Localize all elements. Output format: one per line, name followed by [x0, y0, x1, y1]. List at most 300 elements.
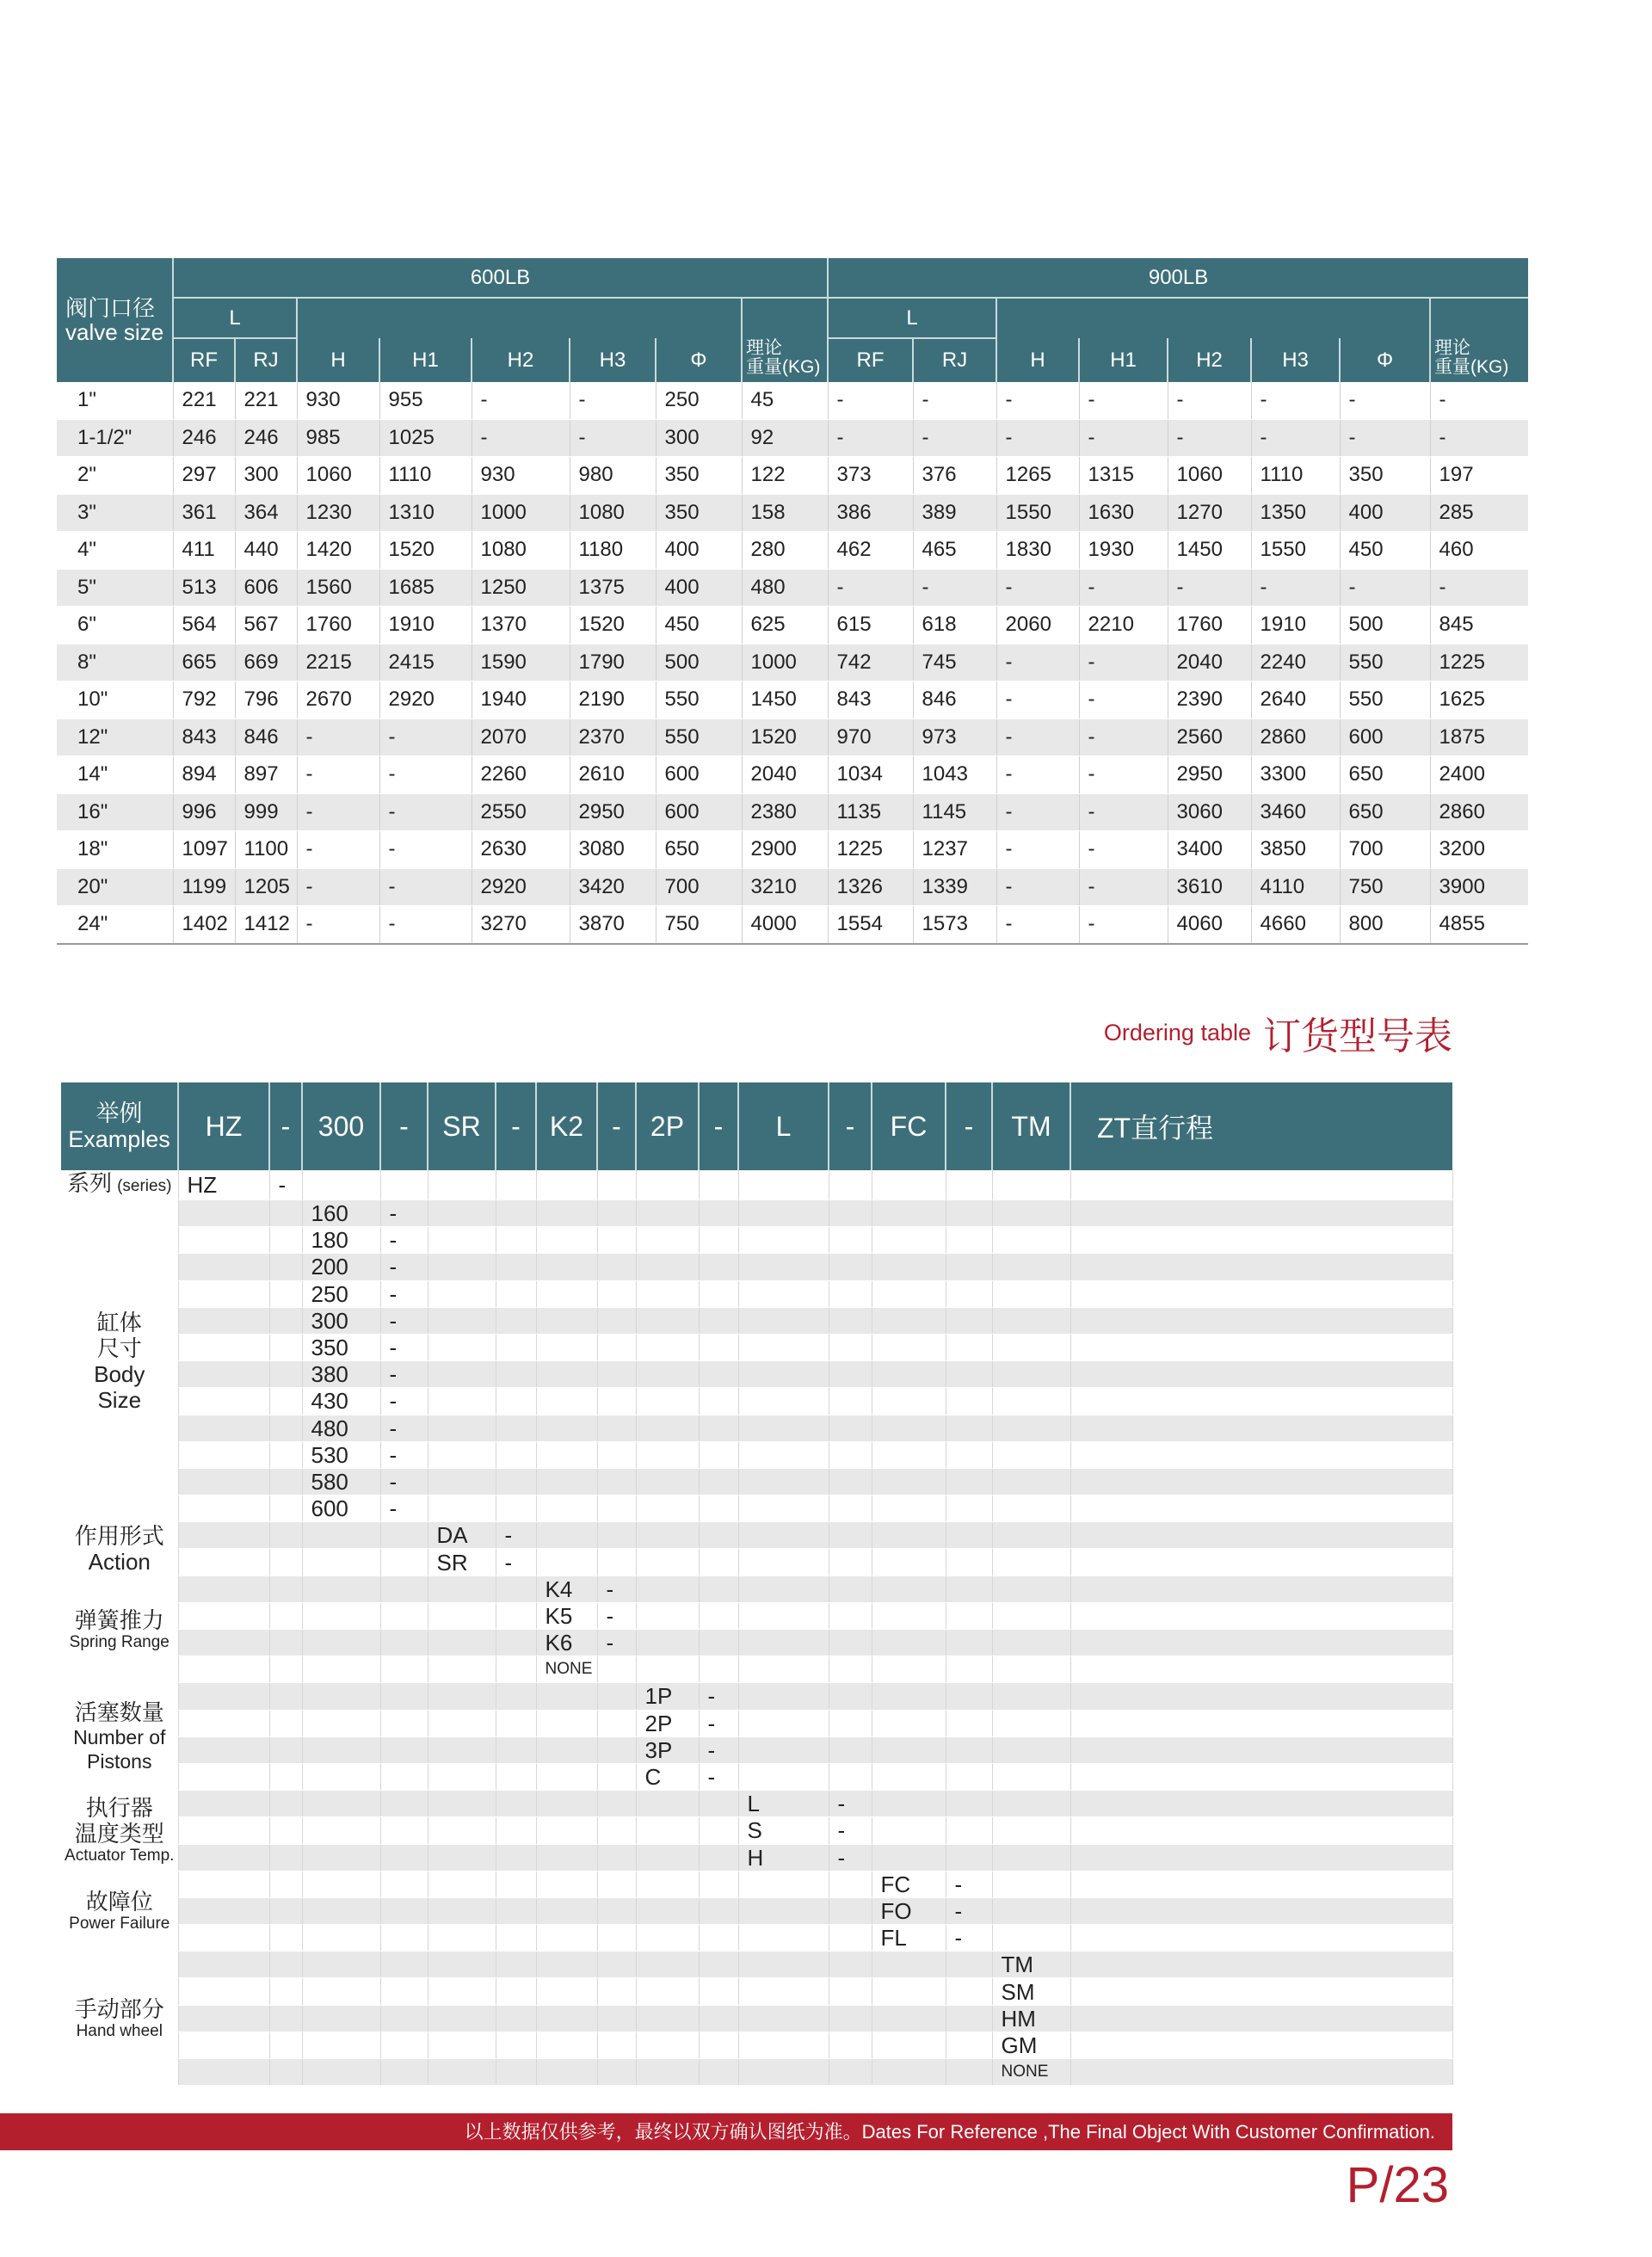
option-cell: [872, 1656, 946, 1683]
ordering-row: [61, 1952, 1452, 1978]
ordering-row: [61, 1925, 1452, 1952]
option-cell: [536, 1468, 597, 1495]
option-code: 580: [302, 1468, 380, 1495]
option-cell: [178, 1227, 269, 1254]
option-cell: [496, 1280, 536, 1307]
option-cell: [699, 2005, 738, 2032]
table-cell: 1940: [472, 681, 570, 719]
option-cell: [269, 1683, 302, 1710]
table-cell: -: [379, 868, 472, 906]
option-cell: [946, 1227, 992, 1254]
option-cell: [496, 1656, 536, 1683]
option-cell: [302, 1897, 380, 1924]
option-cell: [829, 1683, 872, 1710]
option-code: GM: [992, 2032, 1070, 2058]
option-cell: [428, 1576, 496, 1602]
option-cell: [178, 1254, 269, 1280]
valve-size-cell: 18": [57, 831, 173, 869]
table-cell: 4660: [1251, 906, 1340, 944]
option-cell: [597, 2032, 636, 2058]
group-label: 执行器 温度类型 Actuator Temp.: [61, 1791, 178, 1872]
table-cell: 1270: [1168, 494, 1251, 532]
table-cell: -: [828, 382, 913, 419]
option-dash: -: [380, 1200, 428, 1227]
option-cell: [496, 1978, 536, 2005]
ordering-title-cn: 订货型号表: [1263, 1015, 1452, 1058]
option-cell: [428, 1200, 496, 1227]
table-cell: 567: [235, 607, 297, 644]
table-cell: 1402: [173, 906, 235, 944]
table-cell: 350: [1340, 457, 1430, 495]
option-cell: [738, 1415, 829, 1441]
valve-size-cell: 3": [57, 494, 173, 532]
table-cell: 2040: [1168, 644, 1251, 681]
option-cell: [269, 1522, 302, 1549]
option-cell: [829, 1441, 872, 1468]
option-dash: -: [496, 1549, 536, 1576]
table-cell: 297: [173, 457, 235, 495]
table-cell: -: [1168, 382, 1251, 419]
option-cell: [946, 1468, 992, 1495]
option-cell: [946, 1576, 992, 1602]
option-cell: [269, 1307, 302, 1334]
ordering-row: [61, 1200, 1452, 1227]
option-cell: [636, 1334, 699, 1360]
table-cell: 3420: [570, 868, 656, 906]
option-cell: [829, 1978, 872, 2005]
table-cell: 550: [1340, 681, 1430, 719]
option-dash: -: [597, 1630, 636, 1656]
option-cell: [636, 1576, 699, 1602]
table-cell: 985: [297, 419, 379, 457]
table-cell: -: [1079, 793, 1168, 831]
table-cell: 930: [472, 457, 570, 495]
ordering-row: [61, 1844, 1452, 1871]
option-cell: [178, 1817, 269, 1844]
option-cell: [380, 2032, 428, 2058]
table-cell: 2190: [570, 681, 656, 719]
option-cell: [269, 1227, 302, 1254]
option-cell: [597, 1710, 636, 1736]
option-cell: [699, 1170, 738, 1200]
option-cell: [597, 1280, 636, 1307]
option-cell: [178, 1710, 269, 1736]
option-cell: [872, 1170, 946, 1200]
table-cell: 2215: [297, 644, 379, 681]
option-cell: [872, 1817, 946, 1844]
option-code: HZ: [178, 1170, 269, 1200]
option-code: NONE: [536, 1656, 597, 1683]
table-cell: 750: [656, 906, 742, 944]
option-cell: [428, 1307, 496, 1334]
option-cell: [699, 1844, 738, 1871]
option-cell: [1070, 1200, 1452, 1227]
option-cell: [597, 1522, 636, 1549]
phi-header: Φ: [656, 338, 742, 382]
option-cell: [428, 1280, 496, 1307]
option-cell: [269, 2059, 302, 2086]
option-cell: [496, 1227, 536, 1254]
option-dash: -: [496, 1522, 536, 1549]
option-cell: [269, 1468, 302, 1495]
table-cell: -: [1430, 569, 1528, 607]
valve-size-cell: 24": [57, 906, 173, 944]
option-cell: [496, 1763, 536, 1790]
option-cell: [536, 1844, 597, 1871]
option-cell: [992, 1871, 1070, 1897]
option-cell: [872, 1844, 946, 1871]
option-cell: [1070, 1441, 1452, 1468]
header-cell: -: [699, 1082, 738, 1170]
option-cell: [992, 1388, 1070, 1415]
option-cell: [597, 1170, 636, 1200]
table-cell: 2040: [742, 756, 828, 794]
option-cell: [496, 1817, 536, 1844]
option-cell: [380, 1897, 428, 1924]
group-label: 活塞数量 Number of Pistons: [61, 1683, 178, 1791]
ordering-row: [61, 1710, 1452, 1736]
group-label: 手动部分 Hand wheel: [61, 1952, 178, 2086]
ordering-row: [61, 1549, 1452, 1576]
option-cell: [597, 1736, 636, 1763]
option-cell: [1070, 1763, 1452, 1790]
ordering-row: [61, 2032, 1452, 2058]
option-cell: [992, 1441, 1070, 1468]
table-cell: 1060: [297, 457, 379, 495]
option-cell: [536, 1495, 597, 1522]
ordering-row: [61, 1388, 1452, 1415]
option-cell: [302, 1549, 380, 1576]
option-cell: [178, 1200, 269, 1227]
option-cell: [597, 1763, 636, 1790]
option-cell: [1070, 1495, 1452, 1522]
class-900-header: 900LB: [828, 258, 1528, 298]
table-row: [57, 868, 1528, 906]
option-cell: [428, 1495, 496, 1522]
table-row: [57, 718, 1528, 756]
table-cell: 2210: [1079, 607, 1168, 644]
table-cell: 2670: [297, 681, 379, 719]
option-cell: [428, 1415, 496, 1441]
table-cell: -: [1079, 569, 1168, 607]
ordering-row: [61, 2005, 1452, 2032]
option-cell: [872, 1200, 946, 1227]
option-cell: [872, 1334, 946, 1360]
table-cell: 3060: [1168, 793, 1251, 831]
option-cell: [302, 1925, 380, 1952]
option-cell: [738, 2059, 829, 2086]
option-cell: [699, 1576, 738, 1602]
table-cell: -: [1251, 382, 1340, 419]
table-cell: 650: [656, 831, 742, 869]
option-dash: [1070, 1952, 1452, 1978]
option-cell: [269, 1791, 302, 1817]
table-cell: 1450: [742, 681, 828, 719]
option-cell: [946, 1683, 992, 1710]
option-cell: [380, 2005, 428, 2032]
option-cell: [178, 2005, 269, 2032]
table-cell: 1520: [570, 607, 656, 644]
option-cell: [699, 1495, 738, 1522]
table-cell: 650: [1340, 756, 1430, 794]
option-cell: [829, 1736, 872, 1763]
table-row: [57, 532, 1528, 570]
table-cell: 3460: [1251, 793, 1340, 831]
table-cell: 1135: [828, 793, 913, 831]
table-cell: 1550: [1251, 532, 1340, 570]
table-cell: -: [1430, 382, 1528, 419]
table-cell: 1205: [235, 868, 297, 906]
option-code: 430: [302, 1388, 380, 1415]
footer-note-bar: 以上数据仅供参考，最终以双方确认图纸为准。Dates For Reference ,The Final Object With Customer Confirmation.: [0, 2113, 1452, 2150]
option-cell: [178, 1978, 269, 2005]
option-cell: [992, 1361, 1070, 1388]
option-cell: [536, 2059, 597, 2086]
option-cell: [636, 1952, 699, 1978]
table-cell: 550: [656, 681, 742, 719]
table-cell: 1630: [1079, 494, 1168, 532]
table-cell: 1097: [173, 831, 235, 869]
table-cell: 4855: [1430, 906, 1528, 944]
option-cell: [992, 1468, 1070, 1495]
table-cell: -: [472, 419, 570, 457]
option-cell: [738, 1736, 829, 1763]
option-cell: [178, 1952, 269, 1978]
table-cell: 2380: [742, 793, 828, 831]
option-cell: [428, 1227, 496, 1254]
table-cell: 1520: [742, 718, 828, 756]
valve-size-header: 阀门口径 valve size: [57, 258, 173, 382]
option-cell: [872, 1307, 946, 1334]
table-row: [57, 831, 1528, 869]
table-row: [57, 756, 1528, 794]
table-cell: 2240: [1251, 644, 1340, 681]
option-cell: [597, 1254, 636, 1280]
option-cell: [380, 1952, 428, 1978]
option-cell: [829, 1495, 872, 1522]
option-code: 600: [302, 1495, 380, 1522]
option-code: 300: [302, 1307, 380, 1334]
option-cell: [946, 1656, 992, 1683]
option-cell: [536, 1763, 597, 1790]
option-cell: [302, 1817, 380, 1844]
option-dash: -: [699, 1736, 738, 1763]
option-cell: [738, 1361, 829, 1388]
table-cell: 2260: [472, 756, 570, 794]
option-cell: [536, 1441, 597, 1468]
table-cell: -: [472, 382, 570, 419]
option-cell: [872, 1361, 946, 1388]
option-cell: [992, 1227, 1070, 1254]
h3-header: H3: [1251, 338, 1340, 382]
option-cell: [946, 1200, 992, 1227]
table-cell: -: [1251, 569, 1340, 607]
option-cell: [428, 1630, 496, 1656]
option-cell: [536, 1388, 597, 1415]
option-cell: [699, 1280, 738, 1307]
option-cell: [269, 1254, 302, 1280]
option-cell: [829, 1871, 872, 1897]
option-cell: [992, 1170, 1070, 1200]
option-cell: [636, 2059, 699, 2086]
table-cell: 1875: [1430, 718, 1528, 756]
option-cell: [946, 1844, 992, 1871]
option-cell: [636, 1871, 699, 1897]
table-cell: 250: [656, 382, 742, 419]
valve-size-cell: 2": [57, 457, 173, 495]
table-cell: 350: [656, 457, 742, 495]
option-cell: [496, 1736, 536, 1763]
table-cell: 221: [235, 382, 297, 419]
class-600-header: 600LB: [173, 258, 828, 298]
option-cell: [636, 1630, 699, 1656]
option-dash: -: [380, 1307, 428, 1334]
option-cell: [428, 1170, 496, 1200]
option-cell: [872, 1441, 946, 1468]
option-cell: [428, 1844, 496, 1871]
option-cell: [496, 2005, 536, 2032]
option-cell: [380, 1656, 428, 1683]
table-cell: -: [297, 831, 379, 869]
option-cell: [496, 1897, 536, 1924]
option-code: K4: [536, 1576, 597, 1602]
option-cell: [946, 1630, 992, 1656]
option-cell: [992, 1334, 1070, 1360]
option-cell: [699, 1441, 738, 1468]
table-cell: -: [1168, 569, 1251, 607]
rj-header: RJ: [235, 338, 297, 382]
table-cell: -: [996, 793, 1079, 831]
table-cell: -: [297, 868, 379, 906]
option-dash: [1070, 2005, 1452, 2032]
option-cell: [636, 1791, 699, 1817]
table-cell: 980: [570, 457, 656, 495]
table-cell: 1930: [1079, 532, 1168, 570]
option-cell: [699, 1334, 738, 1360]
ordering-row: [61, 1415, 1452, 1441]
option-cell: [178, 1549, 269, 1576]
option-cell: [536, 1952, 597, 1978]
table-cell: 2060: [996, 607, 1079, 644]
option-cell: [738, 1441, 829, 1468]
table-cell: 930: [297, 382, 379, 419]
option-cell: [536, 1978, 597, 2005]
option-cell: [178, 1925, 269, 1952]
option-cell: [699, 1468, 738, 1495]
option-cell: [872, 1522, 946, 1549]
table-row: [57, 569, 1528, 607]
option-cell: [946, 1334, 992, 1360]
option-cell: [597, 1844, 636, 1871]
option-cell: [829, 1630, 872, 1656]
table-cell: 440: [235, 532, 297, 570]
table-cell: 1420: [297, 532, 379, 570]
option-cell: [829, 1952, 872, 1978]
option-cell: [872, 1280, 946, 1307]
table-cell: 2415: [379, 644, 472, 681]
option-cell: [302, 1763, 380, 1790]
table-cell: -: [1079, 718, 1168, 756]
table-cell: 1560: [297, 569, 379, 607]
table-cell: 450: [656, 607, 742, 644]
option-dash: -: [946, 1871, 992, 1897]
option-cell: [946, 2059, 992, 2086]
option-cell: [269, 1602, 302, 1629]
option-cell: [496, 1925, 536, 1952]
option-cell: [269, 1549, 302, 1576]
option-cell: [738, 1388, 829, 1415]
option-cell: [699, 1388, 738, 1415]
option-cell: [738, 1871, 829, 1897]
ordering-row: [61, 1630, 1452, 1656]
table-cell: -: [297, 756, 379, 794]
table-cell: 300: [235, 457, 297, 495]
table-cell: 3210: [742, 868, 828, 906]
table-cell: 600: [656, 756, 742, 794]
table-cell: 600: [656, 793, 742, 831]
option-cell: [872, 1736, 946, 1763]
option-cell: [269, 1817, 302, 1844]
table-cell: 221: [173, 382, 235, 419]
table-cell: 4000: [742, 906, 828, 944]
ordering-table-body: [61, 1170, 1452, 2086]
table-cell: 1790: [570, 644, 656, 681]
table-cell: 1550: [996, 494, 1079, 532]
option-cell: [269, 2032, 302, 2058]
option-cell: [699, 1656, 738, 1683]
option-cell: [536, 1280, 597, 1307]
option-cell: [428, 1817, 496, 1844]
option-cell: [738, 1576, 829, 1602]
option-cell: [872, 2005, 946, 2032]
table-cell: 564: [173, 607, 235, 644]
option-cell: [699, 2059, 738, 2086]
option-cell: [636, 1227, 699, 1254]
option-dash: -: [269, 1170, 302, 1200]
h2-header: H2: [472, 338, 570, 382]
option-cell: [636, 1307, 699, 1334]
option-code: 1P: [636, 1683, 699, 1710]
option-cell: [946, 1710, 992, 1736]
table-cell: 618: [913, 607, 996, 644]
option-cell: [992, 1791, 1070, 1817]
option-cell: [946, 2005, 992, 2032]
option-cell: [699, 1361, 738, 1388]
option-cell: [872, 1495, 946, 1522]
option-cell: [946, 1817, 992, 1844]
ordering-table: [61, 1082, 1452, 2086]
option-code: HM: [992, 2005, 1070, 2032]
option-cell: [597, 1549, 636, 1576]
option-cell: [946, 1763, 992, 1790]
option-cell: [636, 1361, 699, 1388]
option-code: FL: [872, 1925, 946, 1952]
option-cell: [1070, 1334, 1452, 1360]
option-cell: [946, 1254, 992, 1280]
option-cell: [946, 1602, 992, 1629]
table-cell: 1760: [297, 607, 379, 644]
table-cell: 1225: [1430, 644, 1528, 681]
ordering-row: [61, 1307, 1452, 1334]
option-cell: [699, 1925, 738, 1952]
option-code: NONE: [992, 2059, 1070, 2086]
table-cell: 1350: [1251, 494, 1340, 532]
header-cell: -: [269, 1082, 302, 1170]
option-cell: [428, 1736, 496, 1763]
ordering-row: [61, 1978, 1452, 2005]
option-cell: [597, 1495, 636, 1522]
option-cell: [428, 2032, 496, 2058]
